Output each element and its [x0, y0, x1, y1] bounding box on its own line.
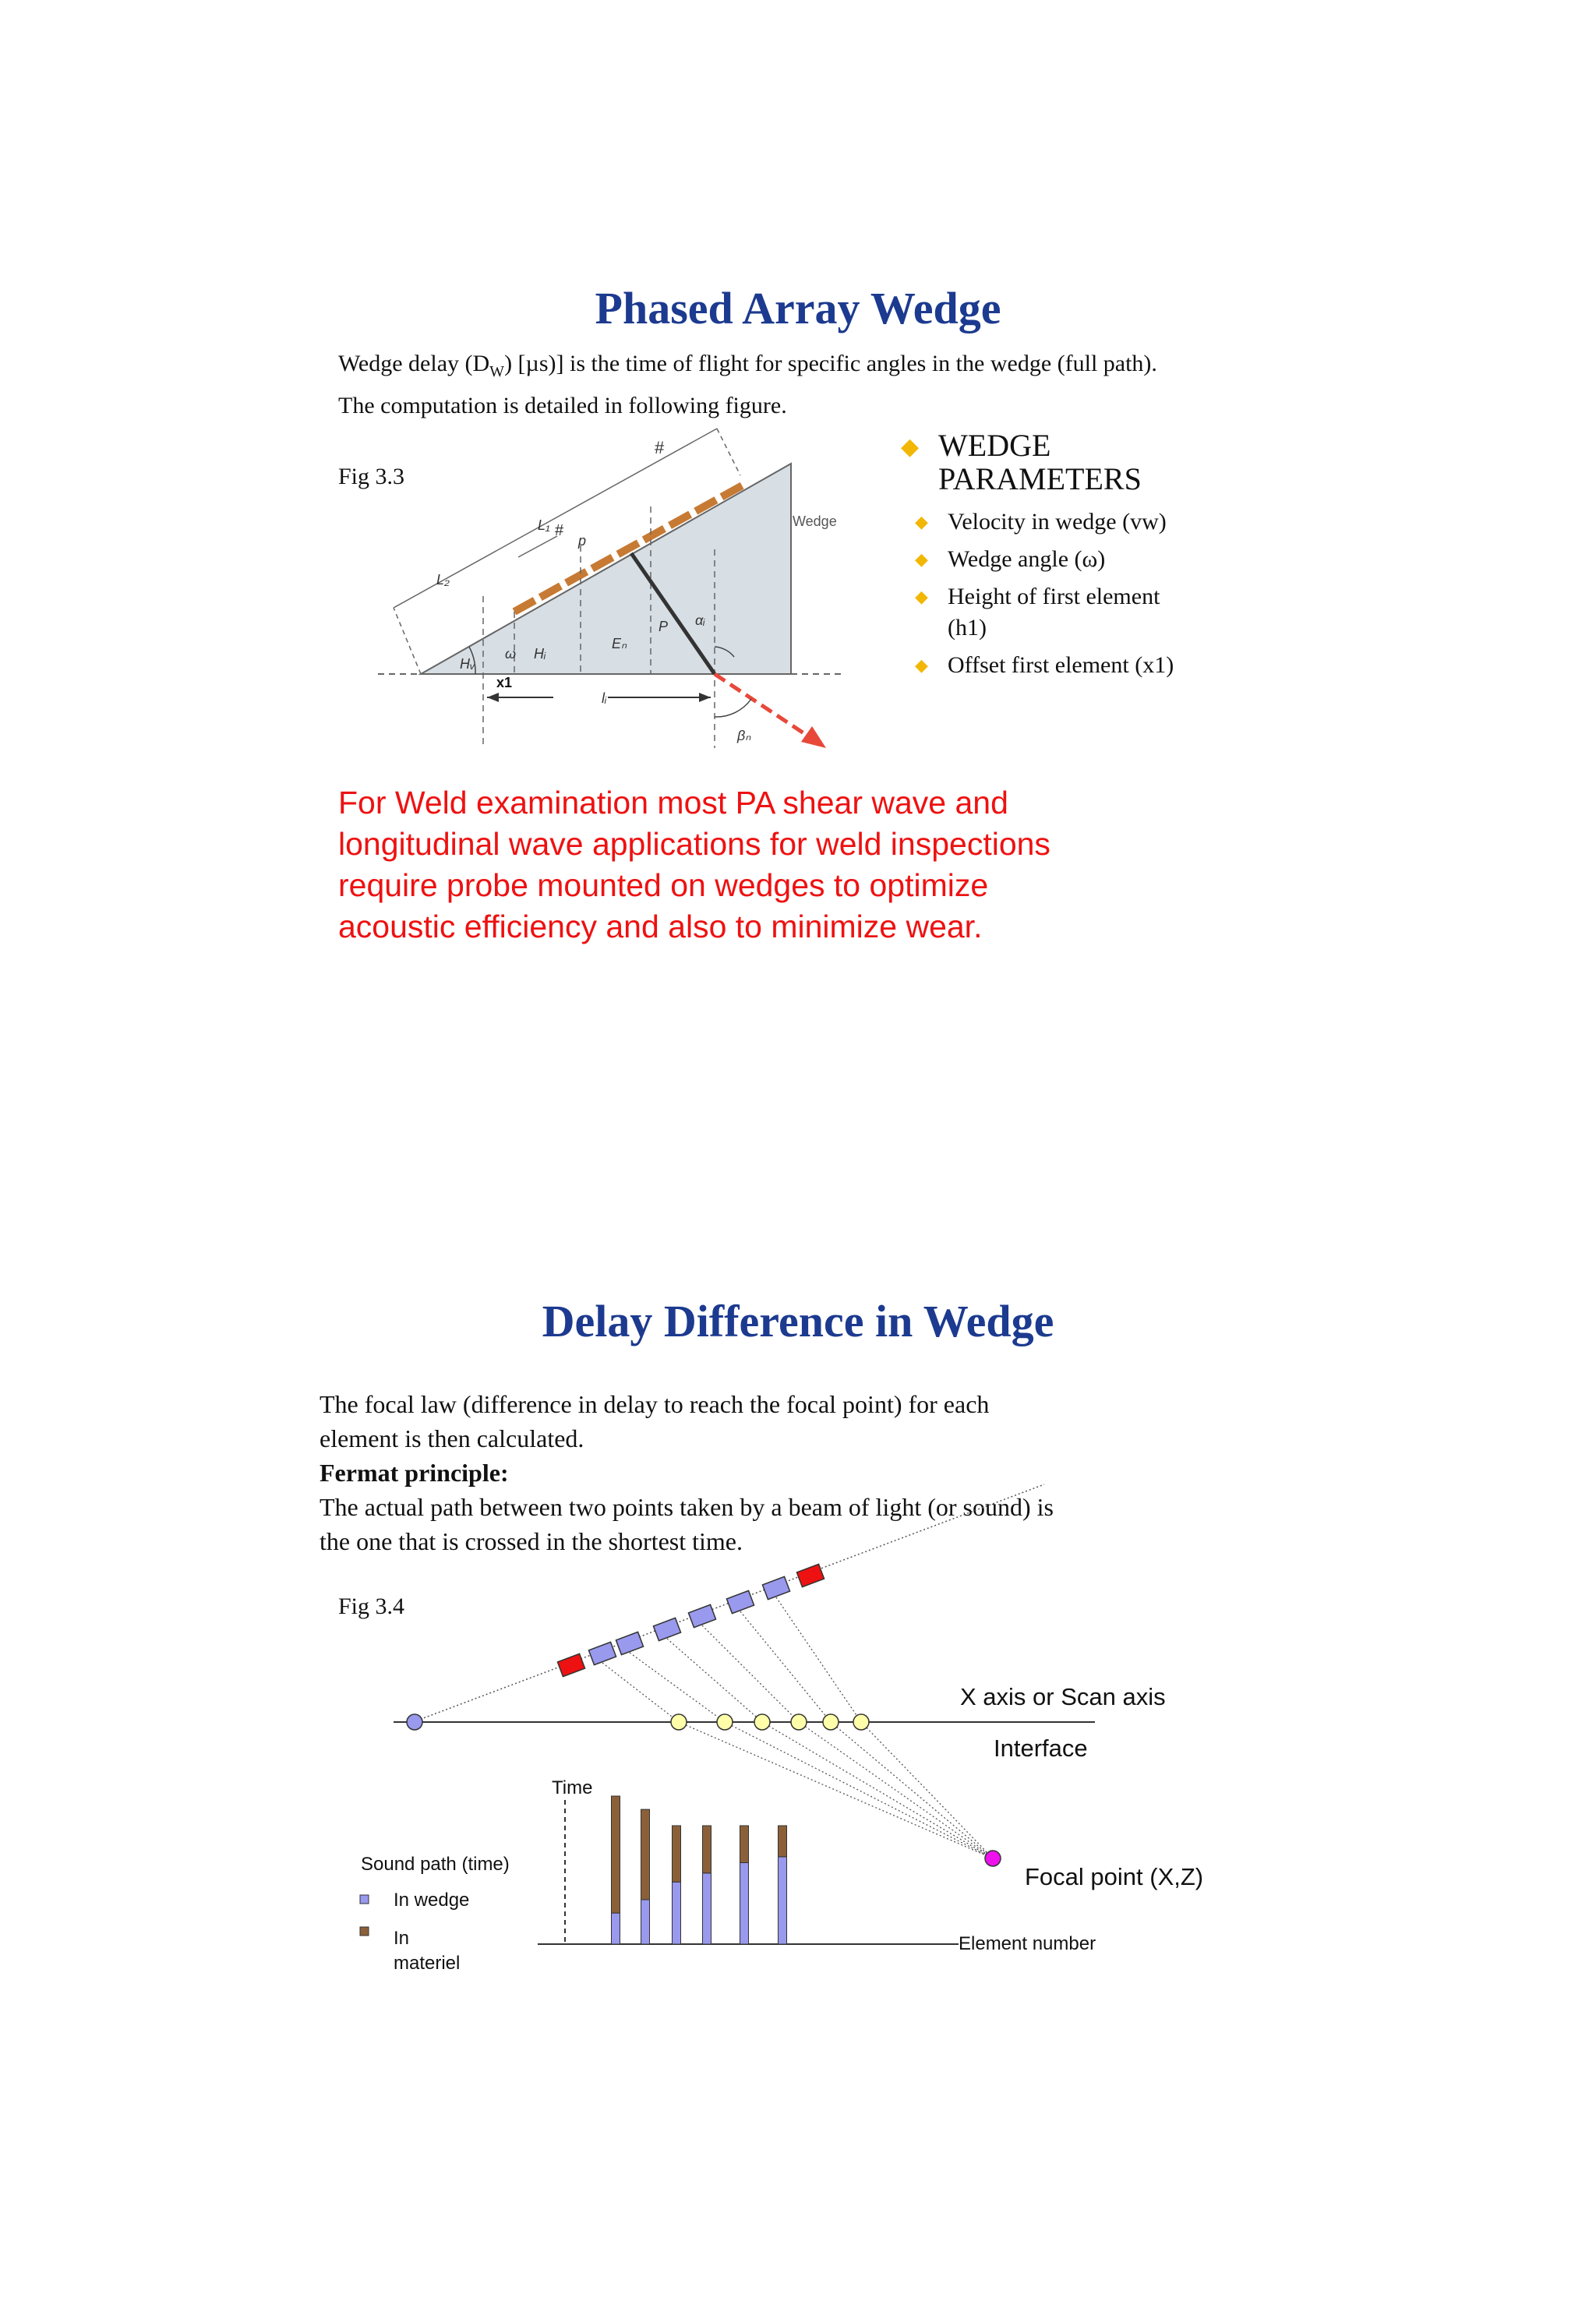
intro-subscript: W	[489, 363, 505, 380]
legend-material-swatch	[360, 1927, 369, 1936]
dim-ext-start	[394, 608, 421, 674]
small-diamond-icon: ◆	[915, 587, 928, 606]
interface-node	[791, 1714, 807, 1730]
ray-interface-to-focal	[725, 1722, 993, 1858]
bar-in-wedge	[612, 1913, 620, 1944]
param-height-text: Height of first element	[948, 584, 1160, 609]
sound-path-bars	[612, 1796, 787, 1944]
ray-element-to-interface	[702, 1625, 799, 1722]
interface-node	[853, 1714, 869, 1730]
array-element	[616, 1632, 643, 1654]
bar-in-wedge	[779, 1857, 787, 1944]
focal-point	[985, 1851, 1001, 1866]
red-line-4: acoustic efficiency and also to minimize wear.	[338, 909, 983, 944]
bar-in-material	[703, 1826, 711, 1873]
li-arrow-left-head	[487, 693, 499, 702]
array-element	[762, 1576, 789, 1599]
array-element	[688, 1604, 715, 1627]
label-x1: x1	[496, 675, 513, 690]
interface-label: Interface	[994, 1735, 1088, 1762]
array-element	[726, 1590, 754, 1613]
element-number-label: Element number	[959, 1933, 1096, 1954]
end-element	[557, 1653, 584, 1676]
refracted-arrowhead	[801, 726, 826, 748]
li-arrow-right-head	[699, 693, 711, 702]
focal-label: Focal point (X,Z)	[1025, 1863, 1204, 1890]
dim-ext-end	[717, 429, 740, 475]
ray-interface-to-focal	[831, 1722, 993, 1858]
param-offset-text: Offset first element (x1)	[948, 652, 1174, 678]
fig34-label: Fig 3.4	[338, 1593, 405, 1619]
ray-interface-to-focal	[799, 1722, 993, 1858]
label-hash-l1: #	[555, 522, 564, 539]
interface-node	[717, 1714, 733, 1730]
label-hw: Hᵥ	[460, 656, 475, 672]
ray-element-to-interface	[740, 1611, 831, 1722]
red-line-3: require probe mounted on wedges to optimize	[338, 867, 989, 903]
label-wedge: Wedge	[793, 513, 837, 529]
fermat-heading: Fermat principle:	[320, 1459, 509, 1487]
array-element	[653, 1618, 680, 1640]
ray-element-to-interface	[630, 1653, 725, 1722]
legend-wedge-swatch	[360, 1895, 369, 1904]
interface-node	[823, 1714, 839, 1730]
ray-element-to-interface	[776, 1597, 861, 1722]
param-angle	[901, 544, 1291, 581]
source-point	[407, 1714, 422, 1730]
ray-interface-to-focal	[679, 1722, 993, 1858]
params-list	[901, 506, 1291, 681]
bar-in-material	[673, 1826, 681, 1882]
ray-interface-to-focal	[762, 1722, 993, 1858]
intro-line2: The computation is detailed in following figure.	[338, 393, 787, 418]
bar-in-wedge	[703, 1873, 711, 1944]
dim-line-l1	[518, 536, 557, 557]
bar-in-material	[612, 1796, 620, 1913]
delay-diagram	[0, 1465, 1596, 2010]
section1-title: Phased Array Wedge	[595, 283, 1001, 334]
weld-examination-paragraph	[338, 782, 1429, 948]
fermat-line2: the one that is crossed in the shortest time.	[320, 1527, 743, 1555]
interface-node	[754, 1714, 770, 1730]
label-p-upper: P	[659, 619, 669, 634]
fig33-label: Fig 3.3	[338, 464, 405, 489]
section2-title: Delay Difference in Wedge	[542, 1296, 1054, 1346]
param-height	[901, 581, 1291, 612]
label-l1: L₁	[538, 517, 550, 533]
ray-element-to-interface	[667, 1639, 762, 1722]
params-heading	[901, 429, 1291, 496]
legend-title: Sound path (time)	[361, 1854, 510, 1875]
time-label: Time	[552, 1777, 593, 1798]
end-element	[796, 1564, 824, 1586]
params-heading-line2: PARAMETERS	[938, 461, 1142, 496]
x-axis-label: X axis or Scan axis	[960, 1683, 1166, 1710]
label-p-small: p	[578, 533, 587, 549]
refracted-ray	[715, 674, 814, 740]
label-beta: βₙ	[737, 728, 751, 743]
li-label-bg	[553, 688, 608, 707]
label-hash-top: #	[655, 438, 665, 457]
beta-arc	[715, 699, 751, 717]
focal-law-line2: element is then calculated.	[320, 1424, 584, 1452]
wedge-parameters	[901, 429, 1291, 681]
label-en: Eₙ	[612, 636, 627, 651]
bar-in-wedge	[740, 1863, 749, 1945]
section1-intro	[338, 347, 1585, 422]
small-diamond-icon: ◆	[915, 512, 928, 531]
diamond-icon: ◆	[901, 434, 920, 460]
ray-element-to-interface	[602, 1663, 679, 1722]
interface-node	[671, 1714, 687, 1730]
intro-post: ) [µs)] is the time of flight for specific angles in the wedge (full path).	[504, 351, 1157, 376]
param-velocity	[901, 506, 1291, 544]
red-line-2: longitudinal wave applications for weld inspections	[338, 826, 1050, 862]
small-diamond-icon: ◆	[915, 655, 928, 675]
bar-in-wedge	[641, 1900, 650, 1944]
label-hi: Hᵢ	[534, 646, 546, 662]
bar-in-material	[641, 1809, 650, 1900]
red-line-1: For Weld examination most PA shear wave and	[338, 785, 1008, 821]
legend-material-label-1: In	[394, 1928, 410, 1949]
label-alpha: αᵢ	[695, 612, 705, 628]
param-height-cont-text: (h1)	[948, 615, 987, 641]
small-diamond-icon: ◆	[915, 549, 928, 569]
legend-material-label-2: materiel	[394, 1953, 461, 1974]
param-velocity-text: Velocity in wedge (vw)	[948, 509, 1167, 535]
params-heading-line1: WEDGE	[938, 428, 1051, 463]
wedge-body	[421, 464, 791, 674]
bar-in-material	[779, 1826, 787, 1857]
intro-pre: Wedge delay (D	[338, 351, 490, 376]
label-li: lᵢ	[602, 690, 607, 706]
legend-wedge-label: In wedge	[394, 1890, 470, 1911]
bar-in-wedge	[673, 1882, 681, 1944]
array-element	[588, 1642, 616, 1664]
focal-law-line1: The focal law (difference in delay to reach the focal point) for each	[320, 1390, 990, 1418]
param-angle-text: Wedge angle (ω)	[948, 546, 1106, 572]
label-omega: ω	[505, 646, 517, 662]
param-offset	[901, 650, 1291, 681]
ray-interface-to-focal	[861, 1722, 993, 1858]
fermat-line1: The actual path between two points taken by a beam of light (or sound) is	[320, 1493, 1054, 1521]
label-l2: L₂	[436, 572, 450, 588]
bar-in-material	[740, 1826, 749, 1863]
wedge-figure	[374, 421, 873, 764]
param-height-cont	[901, 612, 1291, 650]
